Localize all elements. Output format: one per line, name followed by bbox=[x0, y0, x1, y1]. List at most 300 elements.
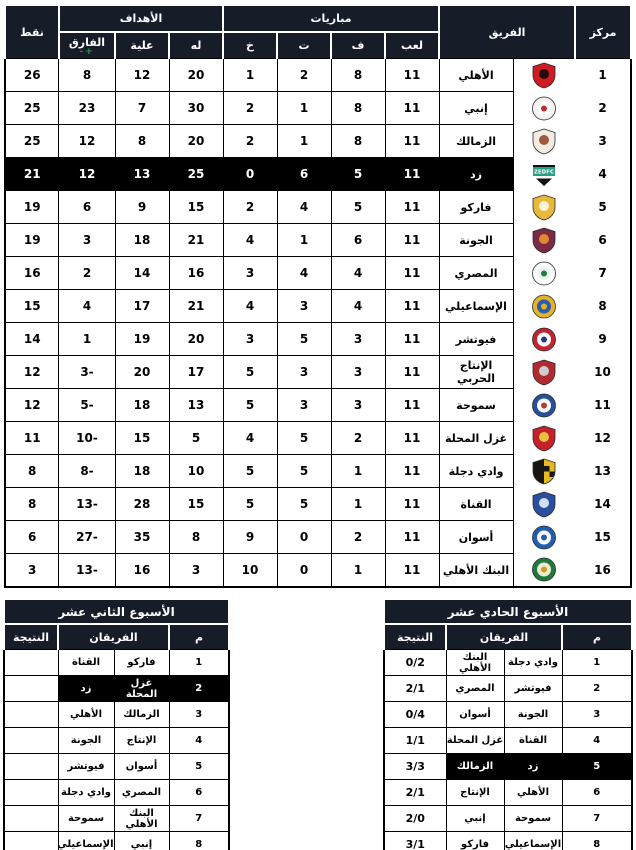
stat-played-cell: 11 bbox=[385, 554, 439, 588]
stat-goals-against-cell: 13 bbox=[115, 158, 169, 191]
header-goals-against: علية bbox=[115, 32, 169, 59]
rank-cell: 7 bbox=[575, 257, 631, 290]
team-name-cell: سموحة bbox=[439, 389, 513, 422]
fixture-result-cell bbox=[4, 754, 58, 780]
stat-played-cell: 11 bbox=[385, 323, 439, 356]
stat-drawn-cell: 1 bbox=[277, 224, 331, 257]
standings-row bbox=[5, 356, 631, 389]
stat-lost-cell: 3 bbox=[223, 257, 277, 290]
fixture-num-cell: 2 bbox=[562, 676, 632, 702]
team-badge-cell bbox=[513, 422, 575, 455]
standings-row bbox=[5, 422, 631, 455]
stat-goals-for-cell: 15 bbox=[169, 191, 223, 224]
stat-goals-against-cell: 18 bbox=[115, 455, 169, 488]
header-lost: خ bbox=[223, 32, 277, 59]
fixture-num-cell: 6 bbox=[169, 780, 229, 806]
stat-points-cell: 16 bbox=[5, 257, 59, 290]
fixture-result-cell: 3/3 bbox=[384, 754, 446, 780]
fixture-result-cell: 2/1 bbox=[384, 676, 446, 702]
team-badge-cell bbox=[513, 92, 575, 125]
rank-cell: 10 bbox=[575, 356, 631, 389]
stat-goals-against-cell: 12 bbox=[115, 59, 169, 92]
stat-goals-against-cell: 20 bbox=[115, 356, 169, 389]
stat-played-cell: 11 bbox=[385, 92, 439, 125]
stat-drawn-cell: 1 bbox=[277, 92, 331, 125]
stat-goals-against-cell: 18 bbox=[115, 389, 169, 422]
stat-played-cell: 11 bbox=[385, 191, 439, 224]
fixture-num-cell: 4 bbox=[169, 728, 229, 754]
rank-cell: 12 bbox=[575, 422, 631, 455]
team-badge-cell bbox=[513, 59, 575, 92]
rank-cell: 15 bbox=[575, 521, 631, 554]
nbe-badge-icon bbox=[531, 556, 557, 583]
rank-cell: 13 bbox=[575, 455, 631, 488]
fixture-num-cell: 2 bbox=[169, 676, 229, 702]
fixture-num-cell: 6 bbox=[562, 780, 632, 806]
team-name-cell: الزمالك bbox=[439, 125, 513, 158]
fixture-result-cell: 0/2 bbox=[384, 650, 446, 676]
stat-played-cell: 11 bbox=[385, 389, 439, 422]
stat-won-cell: 3 bbox=[331, 356, 385, 389]
rank-cell: 11 bbox=[575, 389, 631, 422]
stat-won-cell: 1 bbox=[331, 455, 385, 488]
stat-goal-diff-cell: 3 bbox=[59, 224, 115, 257]
stat-goal-diff-cell: 12 bbox=[59, 158, 115, 191]
rank-cell: 2 bbox=[575, 92, 631, 125]
week12-fixture-row bbox=[4, 780, 229, 806]
stat-goals-for-cell: 13 bbox=[169, 389, 223, 422]
header-drawn: ت bbox=[277, 32, 331, 59]
team-badge-cell bbox=[513, 323, 575, 356]
fixture-result-cell bbox=[4, 806, 58, 832]
stat-goals-against-cell: 17 bbox=[115, 290, 169, 323]
fixture-team-a-cell: الجونة bbox=[504, 702, 562, 728]
stat-goals-against-cell: 15 bbox=[115, 422, 169, 455]
fixture-num-cell: 8 bbox=[562, 832, 632, 850]
team-badge-cell bbox=[513, 389, 575, 422]
enppi-badge-icon bbox=[531, 95, 557, 122]
fixture-team-b-cell: إنبي bbox=[446, 806, 504, 832]
weeks-section bbox=[3, 598, 633, 850]
team-name-cell: البنك الأهلي bbox=[439, 554, 513, 588]
standings-row bbox=[5, 488, 631, 521]
plus-icon: + bbox=[85, 46, 95, 57]
stat-goals-for-cell: 21 bbox=[169, 224, 223, 257]
team-badge-cell bbox=[513, 455, 575, 488]
stat-points-cell: 8 bbox=[5, 488, 59, 521]
stat-played-cell: 11 bbox=[385, 125, 439, 158]
fixture-team-b-cell: الأهلي bbox=[58, 702, 114, 728]
week12-fixture-row bbox=[4, 832, 229, 850]
stat-points-cell: 15 bbox=[5, 290, 59, 323]
week12-body bbox=[4, 650, 229, 850]
fixture-team-a-cell: الإنتاج bbox=[114, 728, 169, 754]
fixture-team-b-cell: الجونة bbox=[58, 728, 114, 754]
stat-lost-cell: 5 bbox=[223, 389, 277, 422]
fixture-team-b-cell: المصري bbox=[446, 676, 504, 702]
fixture-team-b-cell: الإسماعيلي bbox=[58, 832, 114, 850]
week11-title: الأسبوع الحادي عشر bbox=[384, 599, 632, 624]
team-name-cell: إنبي bbox=[439, 92, 513, 125]
stat-goals-for-cell: 8 bbox=[169, 521, 223, 554]
stat-points-cell: 11 bbox=[5, 422, 59, 455]
stat-lost-cell: 4 bbox=[223, 290, 277, 323]
stat-goal-diff-cell: 4 bbox=[59, 290, 115, 323]
week11-header-num: م bbox=[562, 624, 632, 650]
stat-drawn-cell: 4 bbox=[277, 191, 331, 224]
standings-row bbox=[5, 389, 631, 422]
fixture-result-cell bbox=[4, 832, 58, 850]
plus-minus-indicator bbox=[60, 46, 114, 57]
team-name-cell: فاركو bbox=[439, 191, 513, 224]
rank-cell: 8 bbox=[575, 290, 631, 323]
team-name-cell: المصري bbox=[439, 257, 513, 290]
stat-goals-against-cell: 8 bbox=[115, 125, 169, 158]
stat-goals-for-cell: 16 bbox=[169, 257, 223, 290]
stat-won-cell: 4 bbox=[331, 290, 385, 323]
stat-goal-diff-cell: 10- bbox=[59, 422, 115, 455]
fixture-num-cell: 1 bbox=[169, 650, 229, 676]
standings-row bbox=[5, 59, 631, 92]
stat-points-cell: 8 bbox=[5, 455, 59, 488]
week11-fixture-row bbox=[384, 702, 632, 728]
fixture-team-b-cell: سموحة bbox=[58, 806, 114, 832]
week12-table bbox=[3, 598, 230, 850]
stat-goal-diff-cell: 23 bbox=[59, 92, 115, 125]
stat-drawn-cell: 5 bbox=[277, 323, 331, 356]
team-badge-cell bbox=[513, 257, 575, 290]
stat-drawn-cell: 5 bbox=[277, 422, 331, 455]
fixture-team-a-cell: الزمالك bbox=[114, 702, 169, 728]
stat-points-cell: 12 bbox=[5, 356, 59, 389]
stat-points-cell: 19 bbox=[5, 191, 59, 224]
fixture-num-cell: 7 bbox=[562, 806, 632, 832]
week11-fixture-row bbox=[384, 650, 632, 676]
stat-drawn-cell: 5 bbox=[277, 488, 331, 521]
goal-diff-label: الفارق bbox=[68, 35, 106, 49]
stat-goals-for-cell: 30 bbox=[169, 92, 223, 125]
ismaily-badge-icon bbox=[531, 293, 557, 320]
standings-row bbox=[5, 455, 631, 488]
stat-lost-cell: 3 bbox=[223, 323, 277, 356]
stat-goals-for-cell: 25 bbox=[169, 158, 223, 191]
fixture-team-b-cell: القناة bbox=[58, 650, 114, 676]
al-masry-badge-icon bbox=[531, 260, 557, 287]
fixture-team-b-cell: زد bbox=[58, 676, 114, 702]
stat-goal-diff-cell: 8 bbox=[59, 59, 115, 92]
stat-points-cell: 6 bbox=[5, 521, 59, 554]
stat-goals-against-cell: 18 bbox=[115, 224, 169, 257]
stat-won-cell: 2 bbox=[331, 422, 385, 455]
week11-fixture-row bbox=[384, 676, 632, 702]
stat-goals-for-cell: 10 bbox=[169, 455, 223, 488]
el-qanah-badge-icon bbox=[531, 491, 557, 518]
stat-lost-cell: 10 bbox=[223, 554, 277, 588]
fixture-result-cell bbox=[4, 702, 58, 728]
header-won: ف bbox=[331, 32, 385, 59]
standings-row bbox=[5, 290, 631, 323]
header-points: نقط bbox=[5, 5, 59, 59]
el-entag-badge-icon bbox=[531, 359, 557, 386]
week11-header-teams: الفريقان bbox=[446, 624, 562, 650]
rank-cell: 6 bbox=[575, 224, 631, 257]
fixture-team-a-cell: غزل المحلة bbox=[114, 676, 169, 702]
stat-played-cell: 11 bbox=[385, 158, 439, 191]
standings-row bbox=[5, 158, 631, 191]
standings-row bbox=[5, 257, 631, 290]
stat-goal-diff-cell: 2 bbox=[59, 257, 115, 290]
standings-row bbox=[5, 92, 631, 125]
stat-drawn-cell: 6 bbox=[277, 158, 331, 191]
ghazl-el-mahalla-badge-icon bbox=[531, 425, 557, 452]
stat-goals-against-cell: 28 bbox=[115, 488, 169, 521]
stat-points-cell: 25 bbox=[5, 92, 59, 125]
stat-won-cell: 2 bbox=[331, 521, 385, 554]
stat-played-cell: 11 bbox=[385, 488, 439, 521]
team-name-cell: غزل المحلة bbox=[439, 422, 513, 455]
standings-row bbox=[5, 521, 631, 554]
week11-fixture-row bbox=[384, 780, 632, 806]
stat-lost-cell: 2 bbox=[223, 191, 277, 224]
stat-drawn-cell: 3 bbox=[277, 389, 331, 422]
stat-points-cell: 26 bbox=[5, 59, 59, 92]
stat-goals-for-cell: 20 bbox=[169, 323, 223, 356]
fixture-result-cell bbox=[4, 780, 58, 806]
week11-fixture-row bbox=[384, 754, 632, 780]
fixture-result-cell: 0/4 bbox=[384, 702, 446, 728]
stat-lost-cell: 4 bbox=[223, 422, 277, 455]
week12-header bbox=[4, 599, 229, 650]
future-badge-icon bbox=[531, 326, 557, 353]
team-badge-cell bbox=[513, 191, 575, 224]
fixture-result-cell: 3/1 bbox=[384, 832, 446, 850]
stat-points-cell: 12 bbox=[5, 389, 59, 422]
week12-fixture-row bbox=[4, 806, 229, 832]
fixture-team-a-cell: وادي دجلة bbox=[504, 650, 562, 676]
fixture-num-cell: 8 bbox=[169, 832, 229, 850]
stat-played-cell: 11 bbox=[385, 257, 439, 290]
stat-goals-against-cell: 35 bbox=[115, 521, 169, 554]
stat-won-cell: 4 bbox=[331, 257, 385, 290]
fixture-team-a-cell: زد bbox=[504, 754, 562, 780]
fixture-result-cell: 2/1 bbox=[384, 780, 446, 806]
rank-cell: 9 bbox=[575, 323, 631, 356]
week12-fixture-row bbox=[4, 728, 229, 754]
stat-won-cell: 1 bbox=[331, 554, 385, 588]
stat-drawn-cell: 3 bbox=[277, 290, 331, 323]
header-goals-for: له bbox=[169, 32, 223, 59]
stat-drawn-cell: 0 bbox=[277, 554, 331, 588]
week11-fixture-row bbox=[384, 832, 632, 850]
fixture-team-a-cell: فيوتشر bbox=[504, 676, 562, 702]
stat-drawn-cell: 4 bbox=[277, 257, 331, 290]
stat-lost-cell: 5 bbox=[223, 455, 277, 488]
week12-header-teams: الفريقان bbox=[58, 624, 169, 650]
stat-goals-against-cell: 16 bbox=[115, 554, 169, 588]
stat-goals-for-cell: 17 bbox=[169, 356, 223, 389]
fixture-team-a-cell: سموحة bbox=[504, 806, 562, 832]
el-gouna-badge-icon bbox=[531, 227, 557, 254]
week12-fixture-row bbox=[4, 754, 229, 780]
header-matches-group: مباريات bbox=[223, 5, 439, 32]
team-name-cell: أسوان bbox=[439, 521, 513, 554]
stat-goal-diff-cell: 13- bbox=[59, 488, 115, 521]
rank-cell: 3 bbox=[575, 125, 631, 158]
stat-goal-diff-cell: 13- bbox=[59, 554, 115, 588]
stat-goals-for-cell: 20 bbox=[169, 59, 223, 92]
stat-played-cell: 11 bbox=[385, 455, 439, 488]
wadi-degla-badge-icon bbox=[531, 458, 557, 485]
stat-lost-cell: 1 bbox=[223, 59, 277, 92]
standings-row bbox=[5, 224, 631, 257]
stat-won-cell: 5 bbox=[331, 158, 385, 191]
week12-fixture-row bbox=[4, 702, 229, 728]
fixture-result-cell: 2/0 bbox=[384, 806, 446, 832]
team-name-cell: القناة bbox=[439, 488, 513, 521]
rank-cell: 16 bbox=[575, 554, 631, 588]
stat-lost-cell: 2 bbox=[223, 92, 277, 125]
fixture-team-b-cell: الإنتاج bbox=[446, 780, 504, 806]
team-badge-cell bbox=[513, 488, 575, 521]
fixture-team-a-cell: فاركو bbox=[114, 650, 169, 676]
stat-goals-for-cell: 15 bbox=[169, 488, 223, 521]
team-badge-cell bbox=[513, 290, 575, 323]
stat-lost-cell: 4 bbox=[223, 224, 277, 257]
fixture-team-a-cell: أسوان bbox=[114, 754, 169, 780]
stat-goal-diff-cell: 6 bbox=[59, 191, 115, 224]
fixture-team-a-cell: المصري bbox=[114, 780, 169, 806]
rank-cell: 4 bbox=[575, 158, 631, 191]
standings-table bbox=[4, 4, 632, 588]
fixture-num-cell: 4 bbox=[562, 728, 632, 754]
stat-goal-diff-cell: 1 bbox=[59, 323, 115, 356]
stat-goals-for-cell: 20 bbox=[169, 125, 223, 158]
stat-won-cell: 3 bbox=[331, 323, 385, 356]
stat-drawn-cell: 2 bbox=[277, 59, 331, 92]
stat-lost-cell: 5 bbox=[223, 356, 277, 389]
stat-points-cell: 3 bbox=[5, 554, 59, 588]
stat-won-cell: 8 bbox=[331, 92, 385, 125]
stat-points-cell: 14 bbox=[5, 323, 59, 356]
fixture-team-a-cell: البنك الأهلي bbox=[114, 806, 169, 832]
team-badge-cell bbox=[513, 554, 575, 588]
fixture-num-cell: 5 bbox=[562, 754, 632, 780]
stat-played-cell: 11 bbox=[385, 224, 439, 257]
stat-drawn-cell: 5 bbox=[277, 455, 331, 488]
fixture-team-b-cell: الزمالك bbox=[446, 754, 504, 780]
team-badge-cell bbox=[513, 356, 575, 389]
minus-icon: - bbox=[79, 46, 86, 57]
stat-won-cell: 8 bbox=[331, 59, 385, 92]
stat-played-cell: 11 bbox=[385, 422, 439, 455]
team-name-cell: الجونة bbox=[439, 224, 513, 257]
standings-header bbox=[5, 5, 631, 59]
header-played: لعب bbox=[385, 32, 439, 59]
fixture-team-b-cell: البنك الأهلي bbox=[446, 650, 504, 676]
fixture-num-cell: 3 bbox=[562, 702, 632, 728]
fixture-team-a-cell: الإسماعيلي bbox=[504, 832, 562, 850]
stat-goals-for-cell: 21 bbox=[169, 290, 223, 323]
stat-goals-for-cell: 3 bbox=[169, 554, 223, 588]
stat-points-cell: 25 bbox=[5, 125, 59, 158]
week11-fixture-row bbox=[384, 806, 632, 832]
header-goals-group: الأهداف bbox=[59, 5, 223, 32]
fixture-num-cell: 7 bbox=[169, 806, 229, 832]
week11-header bbox=[384, 599, 632, 650]
team-badge-cell bbox=[513, 521, 575, 554]
stat-goals-against-cell: 19 bbox=[115, 323, 169, 356]
fixture-team-b-cell: فيوتشر bbox=[58, 754, 114, 780]
week12-title: الأسبوع الثاني عشر bbox=[4, 599, 229, 624]
fixture-num-cell: 3 bbox=[169, 702, 229, 728]
stat-goal-diff-cell: 3- bbox=[59, 356, 115, 389]
fixture-team-b-cell: وادي دجلة bbox=[58, 780, 114, 806]
team-name-cell: الأهلي bbox=[439, 59, 513, 92]
fixture-result-cell bbox=[4, 650, 58, 676]
stat-played-cell: 11 bbox=[385, 290, 439, 323]
stat-played-cell: 11 bbox=[385, 521, 439, 554]
stat-goal-diff-cell: 12 bbox=[59, 125, 115, 158]
stat-won-cell: 3 bbox=[331, 389, 385, 422]
rank-cell: 14 bbox=[575, 488, 631, 521]
stat-goal-diff-cell: 8- bbox=[59, 455, 115, 488]
week12-header-result: النتيجة bbox=[4, 624, 58, 650]
stat-goal-diff-cell: 27- bbox=[59, 521, 115, 554]
stat-lost-cell: 2 bbox=[223, 125, 277, 158]
standings-row bbox=[5, 191, 631, 224]
stat-won-cell: 6 bbox=[331, 224, 385, 257]
team-name-cell: فيوتشر bbox=[439, 323, 513, 356]
stat-won-cell: 5 bbox=[331, 191, 385, 224]
team-badge-cell bbox=[513, 125, 575, 158]
rank-cell: 5 bbox=[575, 191, 631, 224]
week12-fixture-row bbox=[4, 676, 229, 702]
stat-played-cell: 11 bbox=[385, 356, 439, 389]
standings-row bbox=[5, 125, 631, 158]
team-name-cell: زد bbox=[439, 158, 513, 191]
pharco-badge-icon bbox=[531, 194, 557, 221]
fixture-team-a-cell: الأهلي bbox=[504, 780, 562, 806]
zamalek-badge-icon bbox=[531, 128, 557, 155]
standings-body bbox=[5, 59, 631, 588]
standings-row bbox=[5, 323, 631, 356]
fixture-team-a-cell: القناة bbox=[504, 728, 562, 754]
fixture-result-cell: 1/1 bbox=[384, 728, 446, 754]
stat-points-cell: 19 bbox=[5, 224, 59, 257]
stat-lost-cell: 5 bbox=[223, 488, 277, 521]
stat-played-cell: 11 bbox=[385, 59, 439, 92]
stat-drawn-cell: 1 bbox=[277, 125, 331, 158]
team-badge-cell bbox=[513, 158, 575, 191]
team-name-cell: الإنتاج الحربي bbox=[439, 356, 513, 389]
aswan-badge-icon bbox=[531, 524, 557, 551]
team-badge-cell bbox=[513, 224, 575, 257]
stat-goals-against-cell: 7 bbox=[115, 92, 169, 125]
stat-goal-diff-cell: 5- bbox=[59, 389, 115, 422]
fixture-team-a-cell: إنبي bbox=[114, 832, 169, 850]
fixture-result-cell bbox=[4, 676, 58, 702]
al-ahly-badge-icon bbox=[531, 62, 557, 89]
team-name-cell: الإسماعيلي bbox=[439, 290, 513, 323]
stat-drawn-cell: 3 bbox=[277, 356, 331, 389]
fixture-result-cell bbox=[4, 728, 58, 754]
stat-lost-cell: 9 bbox=[223, 521, 277, 554]
stat-drawn-cell: 0 bbox=[277, 521, 331, 554]
fixture-num-cell: 5 bbox=[169, 754, 229, 780]
week12-header-num: م bbox=[169, 624, 229, 650]
stat-goals-for-cell: 5 bbox=[169, 422, 223, 455]
week11-table bbox=[383, 598, 633, 850]
